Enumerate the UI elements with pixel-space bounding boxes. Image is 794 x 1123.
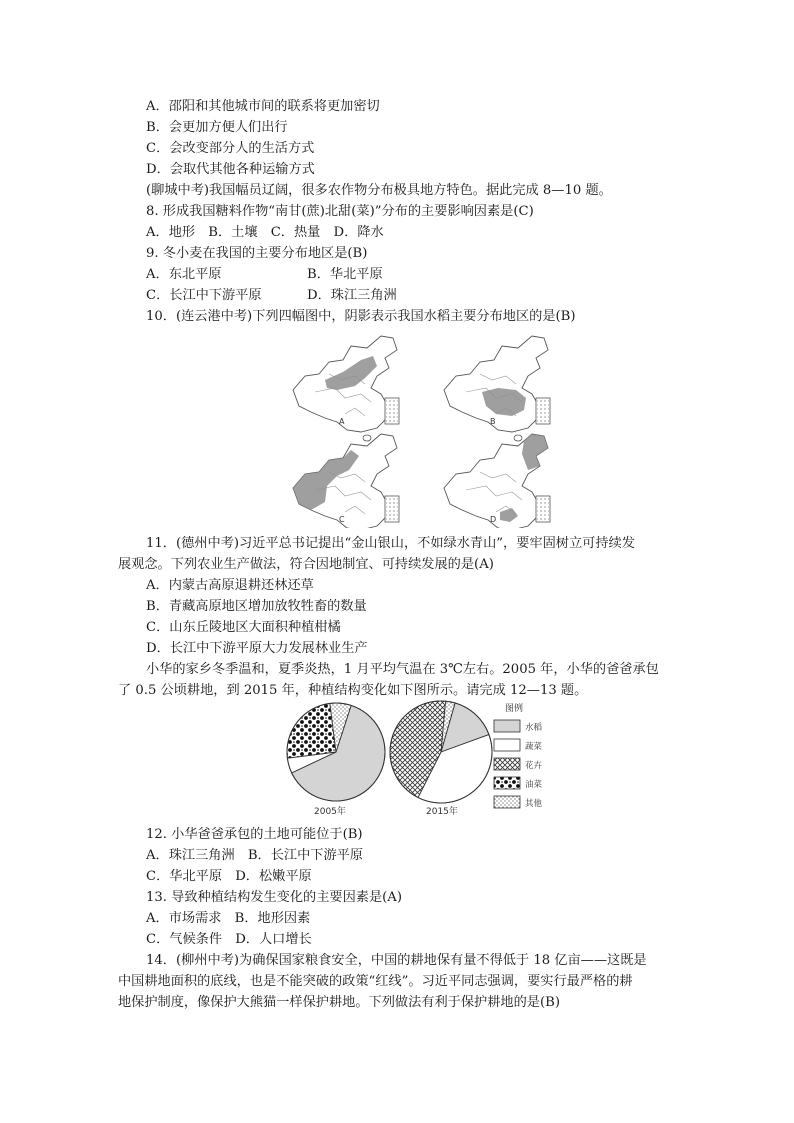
q11-option-a: A．内蒙古高原退耕还林还草 <box>146 578 314 593</box>
pie-2005-year-label: 2005年 <box>314 807 346 817</box>
legend-label-4: 其他 <box>525 799 543 809</box>
q14-stem-line3: 地保护制度，像保护大熊猫一样保护耕地。下列做法有利于保护耕地的是(B) <box>118 995 560 1010</box>
q7-option-a: A．邵阳和其他城市间的联系将更加密切 <box>146 99 380 114</box>
q11-stem-line2: 展观念。下列农业生产做法，符合因地制宜、可持续发展的是(A) <box>118 557 494 572</box>
legend-title: 图例 <box>505 704 524 714</box>
q13-options-row1: A．市场需求 B．地形因素 <box>146 911 311 926</box>
q7-option-c: C．会改变部分人的生活方式 <box>146 141 315 156</box>
passage-line1: 小华的家乡冬季温和，夏季炎热，1 月平均气温在 3℃左右。2005 年，小华的爸爸承包 <box>146 662 659 677</box>
pie-legend <box>494 702 543 809</box>
q11-option-d: D．长江中下游平原大力发展林业生产 <box>146 641 368 656</box>
legend-swatch-4 <box>494 796 520 808</box>
q9-option-c: C．长江中下游平原 <box>146 288 262 303</box>
q11-option-b: B．青藏高原地区增加放牧牲畜的数量 <box>146 599 367 614</box>
q13-stem: 13. 导致种植结构发生变化的主要因素是(A) <box>146 890 402 905</box>
q11-option-c: C．山东丘陵地区大面积种植柑橘 <box>146 620 341 635</box>
q14-stem-line2: 中国耕地面积的底线，也是不能突破的政策“红线”。习近平同志强调，要实行最严格的耕 <box>118 974 633 989</box>
q7-option-b: B．会更加方便人们出行 <box>146 120 288 135</box>
legend-label-2: 花卉 <box>525 761 543 771</box>
map-label-d: D <box>490 515 497 524</box>
pie-2005 <box>287 703 385 801</box>
pie-2015-year-label: 2015年 <box>426 807 458 817</box>
pie-slice-pie-2005-2 <box>287 703 336 758</box>
pie-2015 <box>390 701 492 803</box>
q9-option-d: D．珠江三角洲 <box>307 288 397 303</box>
q9-option-b: B．华北平原 <box>307 267 383 282</box>
q8-options: A．地形 B．土壤 C．热量 D．降水 <box>146 225 384 240</box>
q12-options-row2: C．华北平原 D．松嫩平原 <box>146 869 312 884</box>
q11-stem-line1: 11．(德州中考)习近平总书记提出“金山银山，不如绿水青山”，要牢固树立可持续发 <box>146 536 635 551</box>
legend-label-3: 油菜 <box>525 780 543 790</box>
q12-stem: 12. 小华爸爸承包的土地可能位于(B) <box>146 827 363 842</box>
map-label-b: B <box>490 417 496 426</box>
legend-swatch-1 <box>494 739 520 751</box>
intro-8-10: (聊城中考)我国幅员辽阔，很多农作物分布极具地方特色。据此完成 8—10 题。 <box>146 183 612 198</box>
q13-options-row2: C．气候条件 D．人口增长 <box>146 932 312 947</box>
q8-stem: 8. 形成我国糖料作物“南甘(蔗)北甜(菜)”分布的主要影响因素是(C) <box>146 204 534 219</box>
q7-option-d: D．会取代其他各种运输方式 <box>146 162 315 177</box>
china-maps-figure <box>0 328 794 528</box>
q14-stem-line1: 14．(柳州中考)为确保国家粮食安全，中国的耕地保有量不得低于 18 亿亩——这既是 <box>146 953 647 968</box>
q12-options-row1: A．珠江三角洲 B．长江中下游平原 <box>146 848 364 863</box>
map-b <box>444 336 550 441</box>
map-label-a: A <box>339 417 345 426</box>
map-a <box>293 336 399 441</box>
map-label-c: C <box>339 515 345 524</box>
legend-swatch-2 <box>494 758 520 770</box>
map-d <box>444 434 550 528</box>
q9-option-a: A．东北平原 <box>146 267 222 282</box>
legend-label-1: 蔬菜 <box>525 742 543 752</box>
q10-stem: 10．(连云港中考)下列四幅图中，阴影表示我国水稻主要分布地区的是(B) <box>146 309 576 324</box>
legend-swatch-3 <box>494 777 520 789</box>
legend-swatch-0 <box>494 720 520 732</box>
pie-charts-figure <box>0 700 794 822</box>
legend-label-0: 水稻 <box>525 723 543 733</box>
map-c <box>293 434 399 528</box>
passage-line2: 了 0.5 公顷耕地，到 2015 年，种植结构变化如下图所示。请完成 12—13 题。 <box>118 683 588 698</box>
q9-stem: 9. 冬小麦在我国的主要分布地区是(B) <box>146 246 368 261</box>
